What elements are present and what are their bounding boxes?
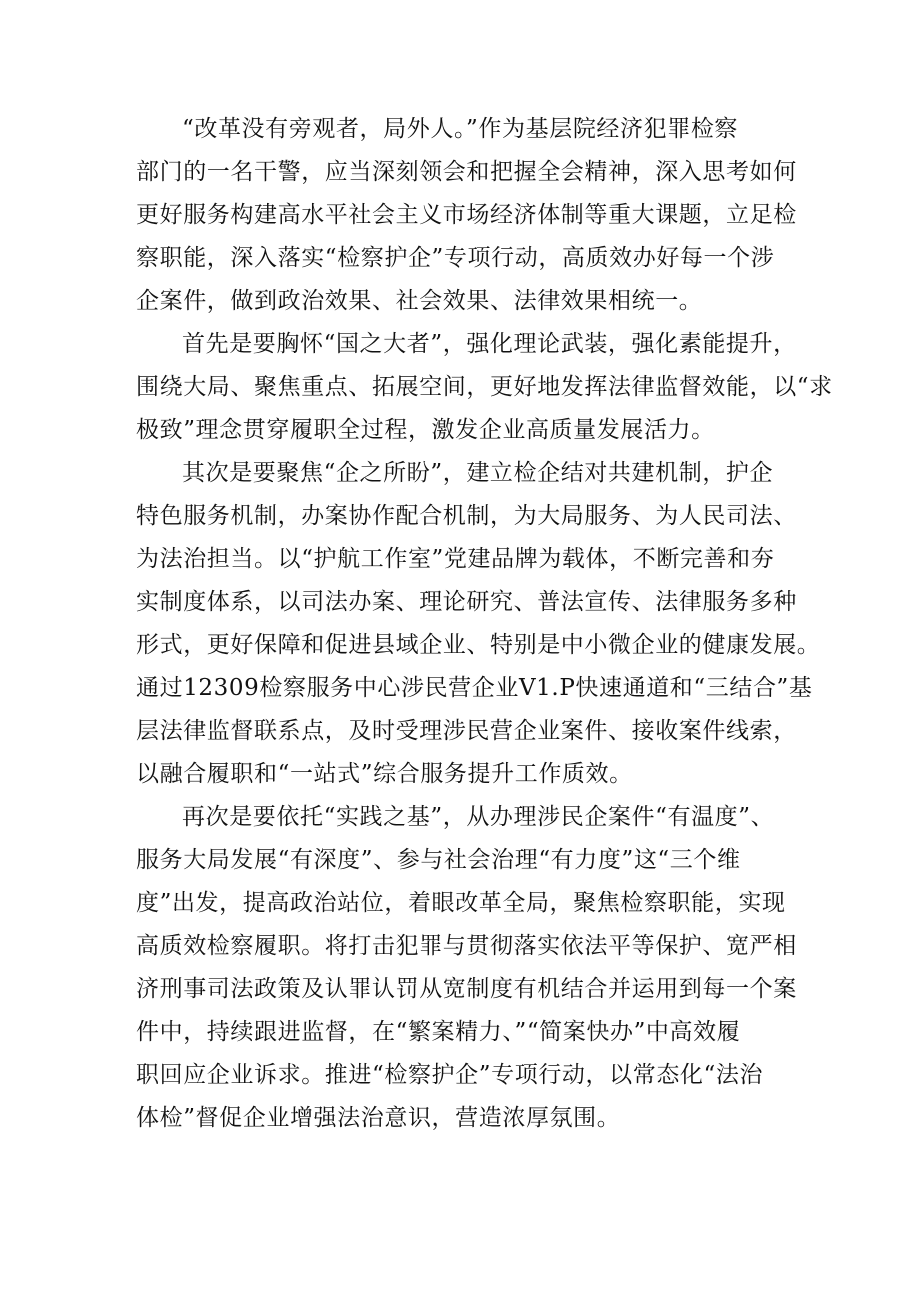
text-line: 实制度体系，以司法办案、理论研究、普法宣传、法律服务多种	[136, 589, 797, 615]
text-line: 通过12309检察服务中心涉民营企业V1.P快速通道和“三结合”基	[136, 675, 813, 701]
paragraph-1	[136, 108, 796, 323]
paragraph-3	[136, 452, 821, 796]
text-line: 特色服务机制，办案协作配合机制，为大局服务、为人民司法、	[136, 503, 797, 529]
paragraph-2	[136, 323, 833, 452]
text-line: 为法治担当。以“护航工作室”党建品牌为载体，不断完善和夯	[136, 546, 775, 572]
text-line: “改革没有旁观者，局外人。”作为基层院经济犯罪检察	[182, 116, 739, 142]
text-line: 层法律监督联系点，及时受理涉民营企业案件、接收案件线索，	[136, 718, 797, 744]
text-line: 服务大局发展“有深度”、参与社会治理“有力度”这“三个维	[136, 847, 741, 873]
text-line: 首先是要胸怀“国之大者”，强化理论武装，强化素能提升，	[182, 331, 797, 357]
text-line: 济刑事司法政策及认罪认罚从宽制度有机结合并运用到每一个案	[136, 976, 797, 1002]
text-line: 度”出发，提高政治站位，着眼改革全局，聚焦检察职能，实现	[136, 890, 786, 916]
text-line: 形式，更好保障和促进县域企业、特别是中小微企业的健康发展。	[136, 632, 821, 658]
text-line: 体检”督促企业增强法治意识，营造浓厚氛围。	[136, 1105, 621, 1131]
text-line: 其次是要聚焦“企之所盼”，建立检企结对共建机制，护企	[182, 460, 774, 486]
text-line: 极致”理念贯穿履职全过程，激发企业高质量发展活力。	[136, 417, 715, 443]
text-line: 职回应企业诉求。推进“检察护企”专项行动，以常态化“法治	[136, 1062, 764, 1088]
paragraph-4	[136, 796, 796, 1140]
text-line: 企案件，做到政治效果、社会效果、法律效果相统一。	[136, 288, 703, 314]
text-line: 再次是要依托“实践之基”，从办理涉民企案件“有温度”、	[182, 804, 775, 830]
text-line: 围绕大局、聚焦重点、拓展空间，更好地发挥法律监督效能，以“求	[136, 374, 833, 400]
text-line: 件中，持续跟进监督，在“繁案精力、”“简案快办”中高效履	[136, 1019, 741, 1045]
text-line: 高质效检察履职。将打击犯罪与贯彻落实依法平等保护、宽严相	[136, 933, 797, 959]
document-body	[136, 108, 833, 1140]
text-line: 部门的一名干警，应当深刻领会和把握全会精神，深入思考如何	[136, 159, 797, 185]
text-line: 更好服务构建高水平社会主义市场经济体制等重大课题，立足检	[136, 202, 797, 228]
text-line: 以融合履职和“一站式”综合服务提升工作质效。	[136, 761, 633, 787]
text-line: 察职能，深入落实“检察护企”专项行动，高质效办好每一个涉	[136, 245, 775, 271]
